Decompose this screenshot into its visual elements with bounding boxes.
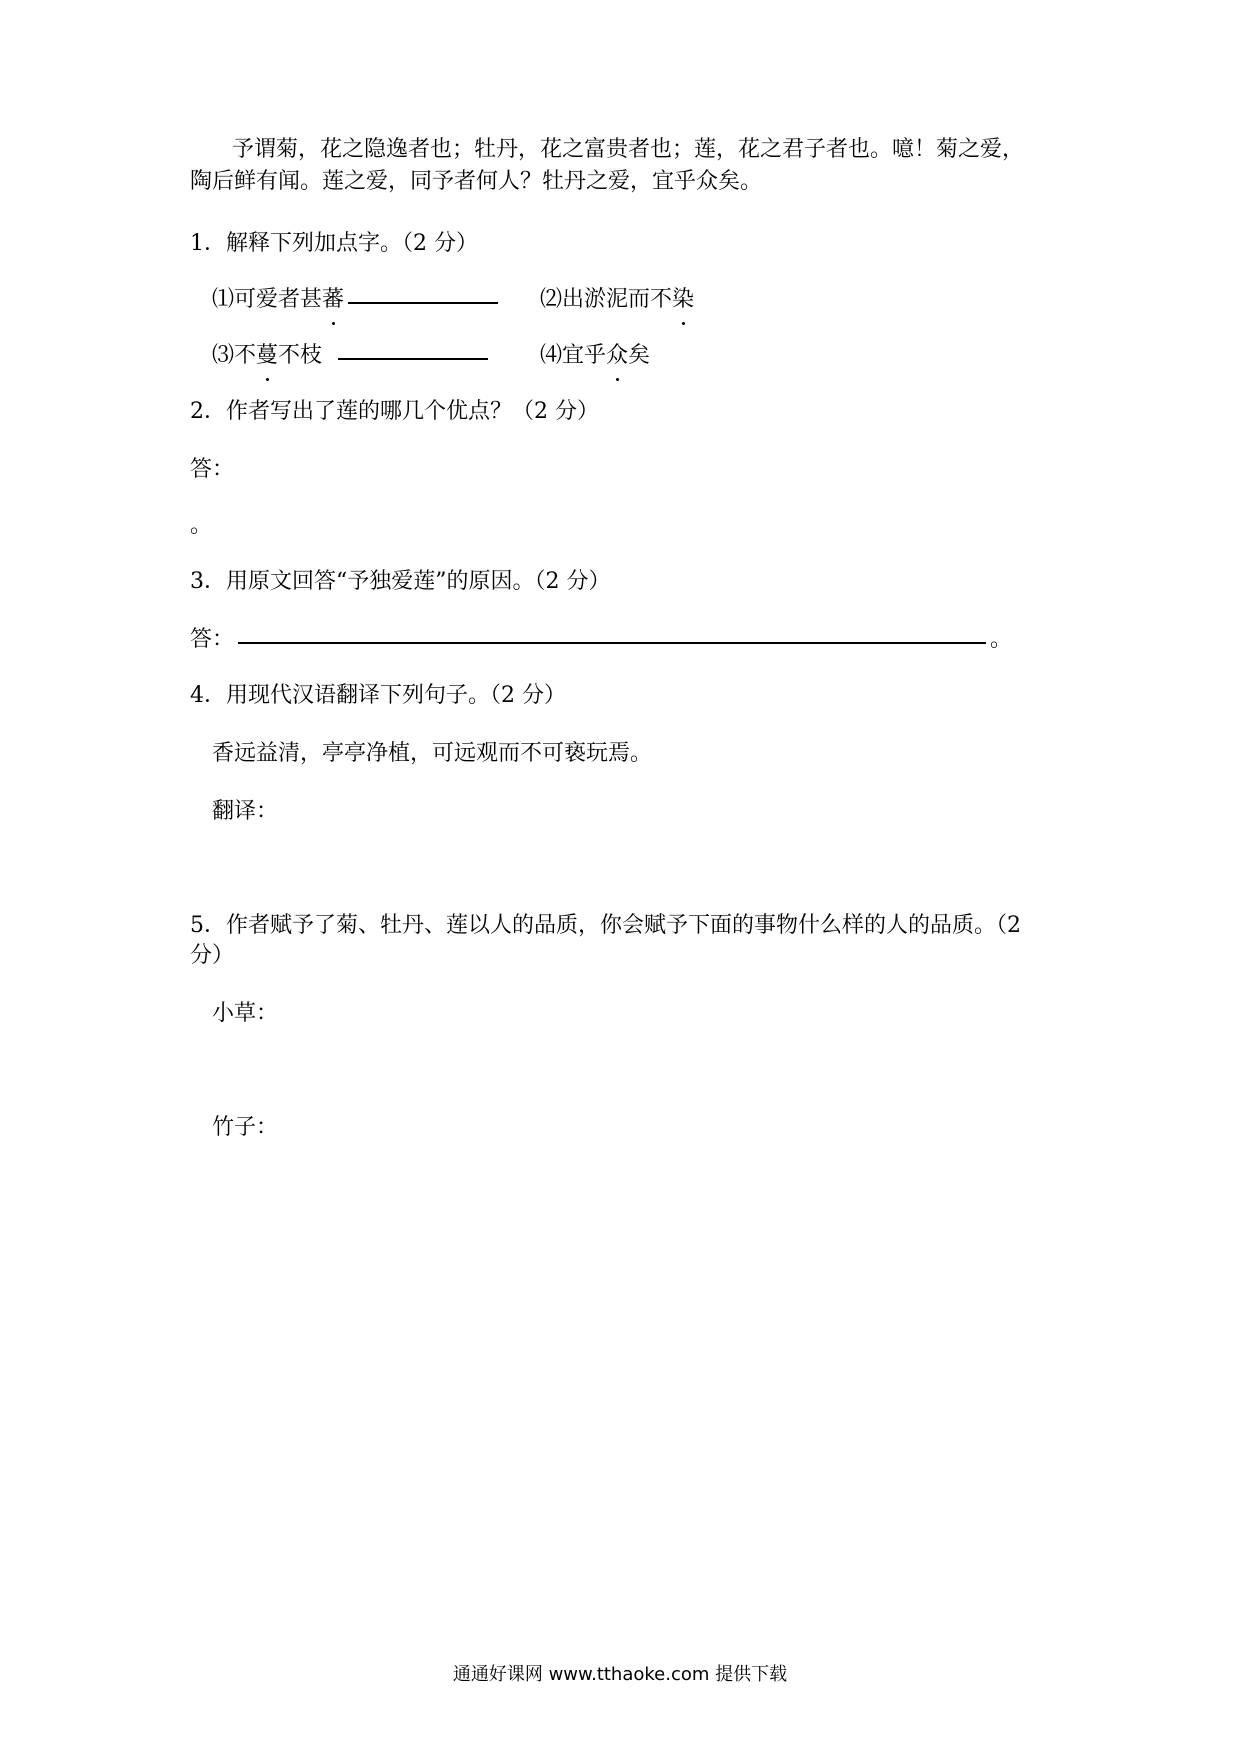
page-footer: 通通好课网 www.tthaoke.com 提供下载 <box>452 1664 788 1685</box>
question-1-item-2 <box>540 284 694 316</box>
answer-blank-1[interactable] <box>348 301 498 304</box>
item-3-text: ⑶不 <box>212 343 257 368</box>
question-5-prompt-line-1: 5．作者赋予了菊、牡丹、莲以人的品质，你会赋予下面的事物什么样的人的品质。（2 <box>190 913 1021 938</box>
question-2-prompt: 2．作者写出了莲的哪几个优点？（2 分） <box>190 399 599 424</box>
answer-blank-3[interactable] <box>338 357 488 360</box>
question-3-prompt: 3．用原文回答“予独爱莲”的原因。（2 分） <box>190 569 611 594</box>
question-5-item-2-label: 竹子： <box>212 1115 279 1140</box>
dotted-character: 众 <box>606 340 628 372</box>
item-4-text: ⑷宜乎 <box>540 343 607 368</box>
question-2-answer-label: 答： <box>190 457 235 482</box>
item-2-text: ⑵出淤泥而不 <box>540 287 673 312</box>
passage-line-1: 予谓菊，花之隐逸者也；牡丹，花之富贵者也；莲，花之君子者也。噫！菊之爱， <box>232 137 1025 162</box>
item-1-text: ⑴可爱者甚 <box>212 287 323 312</box>
question-1-item-3: ⑶不蔓不枝 <box>212 340 492 372</box>
dotted-character: 蕃 <box>322 284 344 316</box>
question-5-prompt-line-2: 分） <box>190 943 235 968</box>
answer-blank-q3[interactable] <box>238 641 986 644</box>
question-4-sentence: 香远益清，亭亭净植，可远观而不可亵玩焉。 <box>212 741 653 766</box>
question-3-answer <box>190 624 1012 656</box>
question-4-prompt: 4．用现代汉语翻译下列句子。（2 分） <box>190 683 566 708</box>
question-1-prompt: 1．解释下列加点字。（2 分） <box>190 231 478 256</box>
question-3-answer-label: 答： <box>190 627 235 652</box>
question-4-translate-label: 翻译： <box>212 799 279 824</box>
question-2-end-mark: 。 <box>190 513 213 538</box>
passage-line-2: 陶后鲜有闻。莲之爱，同予者何人？牡丹之爱，宜乎众矣。 <box>190 169 763 194</box>
question-3-end-mark: 。 <box>990 627 1013 652</box>
question-5-item-1-label: 小草： <box>212 1001 279 1026</box>
question-1-item-4: ⑷宜乎众矣 <box>540 340 650 372</box>
dotted-character: 蔓 <box>256 340 278 372</box>
question-1-item-1 <box>212 284 502 316</box>
dotted-character: 染 <box>672 284 694 316</box>
